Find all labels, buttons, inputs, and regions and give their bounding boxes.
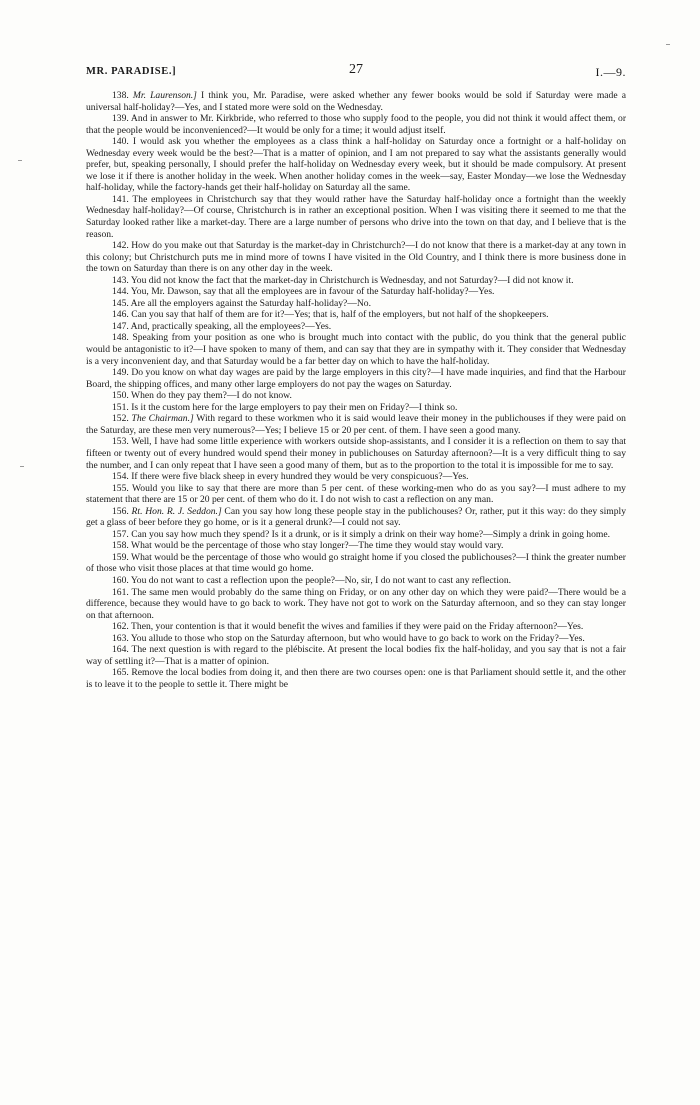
question-paragraph — [86, 621, 626, 633]
question-paragraph — [86, 136, 626, 194]
question-number: 163. — [112, 632, 129, 644]
page-header — [86, 64, 626, 80]
question-paragraph — [86, 298, 626, 310]
question-paragraph — [86, 483, 626, 506]
question-answer-text: With regard to these workmen who it is said would leave their money in the publichouses if they were paid on the Saturday, are these men very numerous?—Yes; I believe 15 or 20 per cent. of them. I have seen a good many. — [86, 413, 626, 436]
question-number: 141. — [112, 193, 129, 205]
question-paragraph — [86, 367, 626, 390]
question-answer-text: Can you say how long these people stay in the publichouses? Or, rather, put it this way: do they simply get a glass of beer before they go home, or is it a general drunk?—I could not say. — [86, 505, 626, 529]
question-answer-text: You, Mr. Dawson, say that all the employees are in favour of the Saturday half-holiday?—Yes. — [130, 286, 495, 298]
speaker-name: The Chairman.] — [131, 413, 194, 425]
question-number: 145. — [112, 297, 129, 309]
question-paragraph — [86, 90, 626, 113]
question-paragraph — [86, 575, 626, 587]
question-paragraph — [86, 413, 626, 436]
page-number: 27 — [349, 62, 363, 77]
question-paragraph — [86, 540, 626, 552]
question-number: 143. — [112, 274, 129, 286]
question-number: 140. — [112, 136, 129, 148]
evidence-text — [86, 90, 626, 690]
question-answer-text: Is it the custom here for the large employers to pay their men on Friday?—I think so. — [131, 401, 458, 413]
scan-mark — [666, 44, 670, 45]
question-answer-text: The same men would probably do the same thing on Friday, or on any other day on which they were paid?—There would be a difference, because they would have to go back to work. They have not got to work on the Saturday afternoon, and so they can stay longer on that afternoon. — [86, 586, 626, 621]
question-paragraph — [86, 194, 626, 240]
question-number: 147. — [112, 320, 129, 332]
scan-mark — [20, 466, 24, 467]
question-answer-text: Well, I have had some little experience with workers outside shop-assistants, and I consider it is a reflection on them to say that fifteen or twenty out of every hundred would spend their money in publichouses on Saturday afternoon?—It is a very difficult thing to say the number, and I can only repeat that I have seen a good many of them, but as to the proportion to the total it is impossible for me to say. — [86, 436, 626, 471]
question-answer-text: You did not know the fact that the market-day in Christchurch is Wednesday, and not Saturday?—I did not know it. — [130, 274, 574, 286]
question-answer-text: Speaking from your position as one who is brought much into contact with the public, do you think that the general public would be antagonistic to it?—I have spoken to many of them, and can say that they are in sympathy with it. They consider that Wednesday is a very inconvenient day, and that Saturday would be a far better day on which to have the half-holiday. — [86, 332, 626, 367]
question-answer-text: Would you like to say that there are more than 5 per cent. of these working-men who do as you say?—I must adhere to my statement that there are 15 or 20 per cent. of them who do it. I do not wish to cast a reflection on any man. — [86, 482, 626, 506]
question-paragraph — [86, 402, 626, 414]
question-number: 144. — [112, 286, 129, 298]
question-answer-text: And in answer to Mr. Kirkbride, who referred to those who supply food to the people, you did not think it would affect them, or that the people would be inconvenienced?—It would be only for a time; it would adjust itself. — [86, 113, 627, 136]
question-paragraph — [86, 644, 626, 667]
question-answer-text: Can you say that half of them are for it?—Yes; that is, half of the employers, but not half of the shopkeepers. — [131, 309, 549, 321]
question-paragraph — [86, 552, 626, 575]
question-paragraph — [86, 275, 626, 287]
question-number: 157. — [112, 528, 129, 540]
speaker-name: Rt. Hon. R. J. Seddon.] — [131, 505, 222, 517]
question-paragraph — [86, 321, 626, 333]
question-number: 150. — [112, 390, 129, 402]
question-answer-text: The employees in Christchurch say that they would rather have the Saturday half-holiday once a fortnight than the weekly Wednesday half-holiday?—Of course, Christchurch is in rather an exceptional position. When I was visiting there it seemed to me that the Saturday looked rather like a market-day. There are a large number of persons who drive into the town on that day, and I believe that is the reason. — [86, 193, 626, 240]
question-answer-text: Are all the employers against the Saturday half-holiday?—No. — [130, 297, 371, 309]
question-number: 162. — [112, 621, 129, 633]
question-paragraph — [86, 286, 626, 298]
paper-reference: I.—9. — [595, 65, 626, 79]
question-number: 139. — [112, 113, 129, 125]
question-number: 142. — [112, 240, 129, 252]
question-paragraph — [86, 471, 626, 483]
question-paragraph — [86, 309, 626, 321]
running-head-witness: MR. PARADISE.] — [86, 66, 177, 77]
question-paragraph — [86, 436, 626, 471]
question-number: 155. — [112, 482, 129, 494]
question-number: 156. — [112, 505, 129, 517]
scan-mark — [18, 160, 22, 161]
question-answer-text: You do not want to cast a reflection upon the people?—No, sir, I do not want to cast any reflection. — [130, 574, 512, 586]
question-number: 151. — [112, 401, 129, 413]
question-paragraph — [86, 506, 626, 529]
question-answer-text: If there were five black sheep in every hundred they would be very conspicuous?—Yes. — [131, 471, 469, 483]
question-paragraph — [86, 332, 626, 367]
question-number: 154. — [112, 471, 129, 483]
question-number: 138. — [112, 90, 129, 101]
question-number: 160. — [112, 574, 129, 586]
question-number: 149. — [112, 367, 129, 379]
question-paragraph — [86, 529, 626, 541]
question-paragraph — [86, 633, 626, 645]
question-number: 165. — [112, 667, 129, 679]
question-answer-text: How do you make out that Saturday is the market-day in Christchurch?—I do not know that there is a market-day at any town in this colony; but Christchurch puts me in mind more of towns I have visited in the Old Country, and I think there is more business done in the town on Saturday than there is on any other day in the week. — [86, 240, 626, 275]
question-answer-text: The next question is with regard to the plébiscite. At present the local bodies fix the half-holiday, and you say that is not a fair way of settling it?—That is a matter of opinion. — [86, 644, 626, 667]
question-paragraph — [86, 587, 626, 622]
question-number: 146. — [112, 309, 129, 321]
question-answer-text: Do you know on what day wages are paid by the large employers in this city?—I have made inquiries, and find that the Harbour Board, the shipping offices, and many other large employers do not pay the wages on Saturday. — [86, 367, 626, 390]
question-answer-text: And, practically speaking, all the employees?—Yes. — [130, 320, 332, 332]
question-answer-text: When do they pay them?—I do not know. — [131, 390, 292, 402]
question-paragraph — [86, 390, 626, 402]
question-answer-text: I would ask you whether the employees as a class think a half-holiday on Saturday once a fortnight or a half-holiday on Wednesday every week would be the best?—That is a matter of opinion, and I am not prepared to say what the assistants generally would prefer, but, speaking personally, I should prefer the half-holiday on Wednesday every week, but it should be made compulsory. At present we lose it if there is another holiday in the week. When another holiday comes in the week—say, Easter Monday—we lose the Wednesday half-holiday, while the factory-hands get their half-holiday on Saturday all the same. — [86, 136, 626, 194]
question-number: 153. — [112, 436, 129, 448]
question-answer-text: Then, your contention is that it would benefit the wives and families if they were paid on the Friday afternoon?—Yes. — [131, 621, 584, 633]
question-paragraph — [86, 113, 626, 136]
question-number: 152. — [112, 413, 129, 425]
question-number: 159. — [112, 551, 129, 563]
question-answer-text: Remove the local bodies from doing it, and then there are two courses open: one is that Parliament should settle it, and the other is to leave it to the people to settle it. There might be — [86, 667, 626, 690]
question-answer-text: What would be the percentage of those who stay longer?—The time they would stay would vary. — [131, 540, 504, 552]
question-paragraph — [86, 240, 626, 275]
question-answer-text: I think you, Mr. Paradise, were asked whether any fewer books would be sold if Saturday were made a universal half-holiday?—Yes, and I stated more were sold on the Wednesday. — [86, 90, 626, 113]
question-answer-text: Can you say how much they spend? Is it a drunk, or is it simply a drink on their way home?—Simply a drink in going home. — [131, 528, 611, 540]
question-paragraph — [86, 667, 626, 690]
speaker-name: Mr. Laurenson.] — [132, 90, 197, 101]
question-number: 158. — [112, 540, 129, 552]
question-number: 161. — [112, 586, 129, 598]
question-answer-text: What would be the percentage of those who would go straight home if you closed the publichouses?—I think the greater number of those who visit those places at that time would go home. — [86, 551, 626, 575]
question-number: 164. — [112, 644, 129, 656]
question-number: 148. — [112, 332, 129, 344]
question-answer-text: You allude to those who stop on the Saturday afternoon, but who would have to go back to work on the Friday?—Yes. — [130, 632, 585, 644]
